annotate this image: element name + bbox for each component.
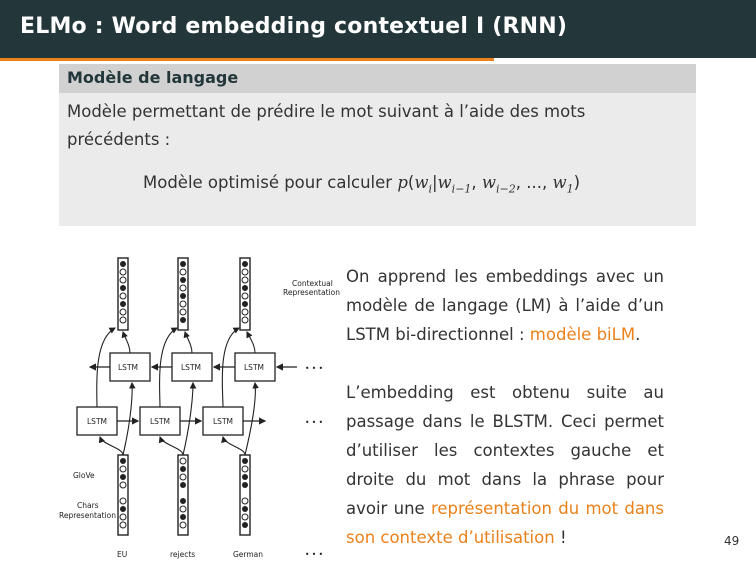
formula: Modèle optimisé pour calculer $p(w_i|w_{i-1}$, $w_{i-2}$, ..., $w_1$) <box>143 173 581 196</box>
p2-text: L’embedding est obtenu suite au passage dans le BLSTM. Ceci permet d’utiliser les contextes gauche et droite du mot dans la phrase pour avoir une <box>346 383 664 518</box>
lstm-fwd-label-2: LSTM <box>150 417 170 426</box>
word-rejects: rejects <box>170 550 196 559</box>
block-text: Modèle permettant de prédire le mot suivant à l’aide des mots précédents : <box>67 102 586 149</box>
p1-text: On apprend les embeddings avec un modèle de langage (LM) à l’aide d’un LSTM bi-directionnel : <box>346 267 664 344</box>
paragraph-2 <box>346 378 664 552</box>
word-german: German <box>233 550 264 559</box>
p2-accent: représentation du mot dans son contexte d’utilisation <box>346 499 664 547</box>
contextual-vector-1 <box>118 258 128 330</box>
chars-label-2: Representation <box>59 511 116 520</box>
formula-prefix: Modèle optimisé pour calculer <box>143 173 398 192</box>
definition-block <box>59 64 696 226</box>
contextual-vector-2 <box>178 258 188 330</box>
elmo-bilstm-diagram <box>55 250 345 565</box>
lstm-back-label-2: LSTM <box>181 363 201 372</box>
ellipsis-words: • • • <box>305 550 324 559</box>
chars-label-1: Chars <box>77 501 99 510</box>
lstm-fwd-label-1: LSTM <box>87 417 107 426</box>
slide-title: ELMo : Word embedding contextuel I (RNN) <box>20 14 568 39</box>
page-number: 49 <box>724 534 740 548</box>
ellipsis-back: • • • <box>305 364 324 373</box>
input-vector-1 <box>118 455 128 535</box>
input-vector-3 <box>240 455 250 535</box>
ellipsis-fwd: • • • <box>305 418 324 427</box>
p1-end: . <box>635 325 641 344</box>
block-title: Modèle de langage <box>67 68 239 87</box>
paragraph-1 <box>346 262 664 349</box>
contextual-vector-3 <box>240 258 250 330</box>
glove-label: GloVe <box>73 471 95 480</box>
contextual-label-2: Representation <box>283 288 340 297</box>
slide-header <box>0 0 756 58</box>
p2-end: ! <box>554 528 567 547</box>
input-vector-2 <box>178 455 188 535</box>
lstm-fwd-label-3: LSTM <box>213 417 233 426</box>
word-eu: EU <box>117 550 128 559</box>
block-title-bar <box>59 64 696 93</box>
header-progress-bar <box>0 58 494 61</box>
lstm-back-label-3: LSTM <box>244 363 264 372</box>
contextual-label-1: Contextual <box>292 279 333 288</box>
explanation-text <box>346 262 664 581</box>
lstm-back-label-1: LSTM <box>118 363 138 372</box>
p1-accent: modèle biLM <box>529 325 636 344</box>
